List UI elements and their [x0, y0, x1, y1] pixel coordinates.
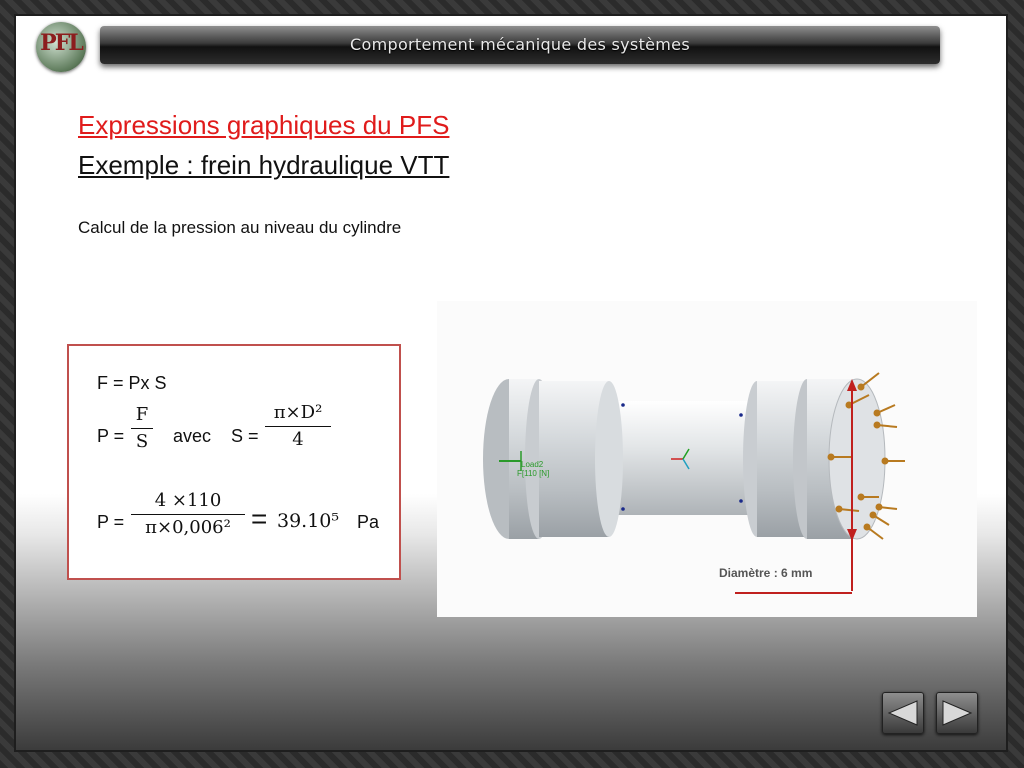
s-fraction [265, 402, 331, 451]
example-heading: Exemple : frein hydraulique VTT [78, 150, 450, 180]
p-denominator: S [135, 431, 149, 452]
logo [36, 22, 86, 72]
next-button[interactable] [936, 692, 978, 734]
fraction-bar [131, 428, 153, 429]
load-label: Load2 [521, 460, 544, 469]
app-title: Comportement mécanique des systèmes [350, 35, 690, 54]
previous-button[interactable] [882, 692, 924, 734]
next-icon [937, 693, 977, 733]
section-heading: Expressions graphiques du PFS [78, 110, 450, 140]
avec-text: avec [173, 426, 212, 446]
p2-denominator: π×0,006² [145, 517, 231, 538]
p2-fraction [131, 490, 245, 539]
result-value: 39.10⁵ [277, 510, 340, 532]
cad-drawing [437, 301, 977, 617]
left-shoulder [595, 381, 623, 537]
title-bar [100, 26, 940, 64]
logo-text: PFL [40, 30, 82, 56]
equals-sign: = [251, 503, 268, 534]
description-text: Calcul de la pression au niveau du cylindre [78, 218, 402, 237]
s-numerator: π×D² [273, 402, 323, 423]
s-denominator: 4 [292, 429, 304, 450]
right-end-face [829, 379, 885, 539]
p2-label: P = [97, 512, 125, 532]
load-value: F[110 [N] [517, 469, 550, 478]
p2-numerator: 4 ×110 [154, 490, 222, 511]
formula-line-1: F = Px S [97, 373, 167, 393]
cylinder-illustration [437, 301, 977, 617]
p-label: P = [97, 426, 125, 446]
shaft [607, 401, 757, 515]
result-unit: Pa [357, 512, 380, 532]
fraction-bar [265, 426, 331, 427]
diameter-label: Diamètre : 6 mm [719, 566, 813, 580]
p-fraction [131, 404, 153, 453]
fraction-bar [131, 514, 245, 515]
p-numerator: F [135, 404, 149, 425]
formula-box [67, 344, 401, 580]
previous-icon [883, 693, 923, 733]
s-label: S = [231, 426, 259, 446]
